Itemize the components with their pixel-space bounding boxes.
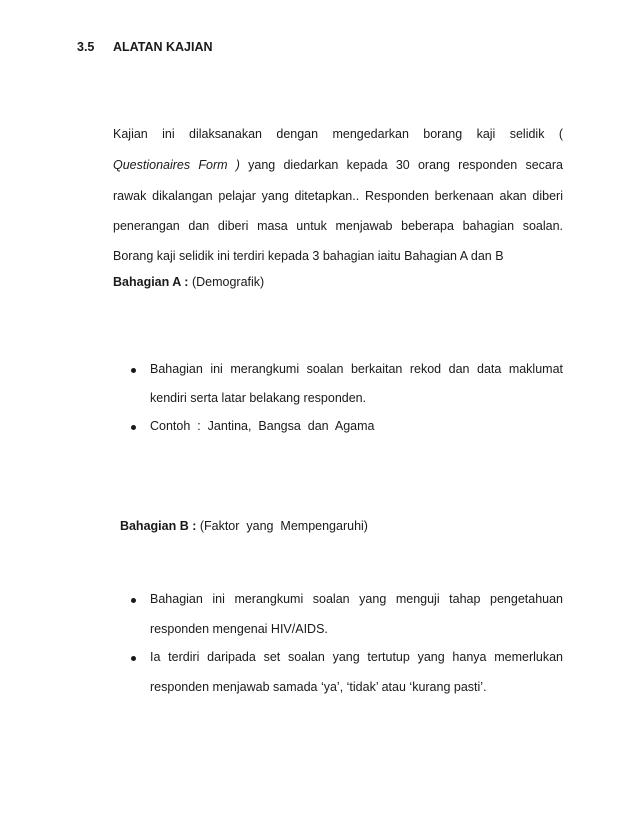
bullet-icon [131, 656, 136, 661]
bahagian-b-bullet-1-line-1: Bahagian ini merangkumi soalan yang menguji tahap pengetahuan [150, 592, 563, 606]
intro-line-2 [113, 158, 563, 172]
bahagian-b-bullet-2-line-2: responden menjawab samada ‘ya’, ‘tidak’ atau ‘kurang pasti’. [150, 680, 487, 694]
bahagian-a-bullet-2-line-1: Contoh : Jantina, Bangsa dan Agama [150, 419, 375, 433]
bullet-icon [131, 598, 136, 603]
bahagian-a-label: Bahagian A : [113, 275, 189, 289]
bahagian-a-bullet-1-line-2: kendiri serta latar belakang responden. [150, 391, 367, 405]
intro-line-3: rawak dikalangan pelajar yang ditetapkan.. Responden berkenaan akan diberi [113, 189, 563, 203]
bahagian-b-bullet-2-line-1: Ia terdiri daripada set soalan yang tertutup yang hanya memerlukan [150, 650, 563, 664]
intro-line-2-rest: yang diedarkan kepada 30 orang responden secara [239, 158, 563, 172]
bahagian-b-bullet-1-line-2: responden mengenai HIV/AIDS. [150, 622, 328, 636]
intro-line-2-italic: Questionaires Form ) [113, 158, 240, 172]
section-title: ALATAN KAJIAN [113, 40, 213, 54]
intro-line-5: Borang kaji selidik ini terdiri kepada 3 bahagian iaitu Bahagian A dan B [113, 249, 504, 263]
section-number: 3.5 [77, 40, 95, 54]
intro-line-4: penerangan dan diberi masa untuk menjawab beberapa bahagian soalan. [113, 219, 563, 233]
bahagian-b-subtitle: (Faktor yang Mempengaruhi) [196, 519, 368, 533]
bahagian-b-label: Bahagian B : [119, 519, 197, 533]
bahagian-a-bullet-1-line-1: Bahagian ini merangkumi soalan berkaitan rekod dan data maklumat [150, 362, 563, 376]
bahagian-a-subtitle: (Demografik) [188, 275, 265, 289]
bullet-icon [131, 368, 136, 373]
bullet-icon [131, 425, 136, 430]
bahagian-a-heading [113, 275, 264, 289]
bahagian-b-heading [113, 505, 368, 533]
intro-line-1: Kajian ini dilaksanakan dengan mengedarkan borang kaji selidik ( [113, 127, 563, 141]
